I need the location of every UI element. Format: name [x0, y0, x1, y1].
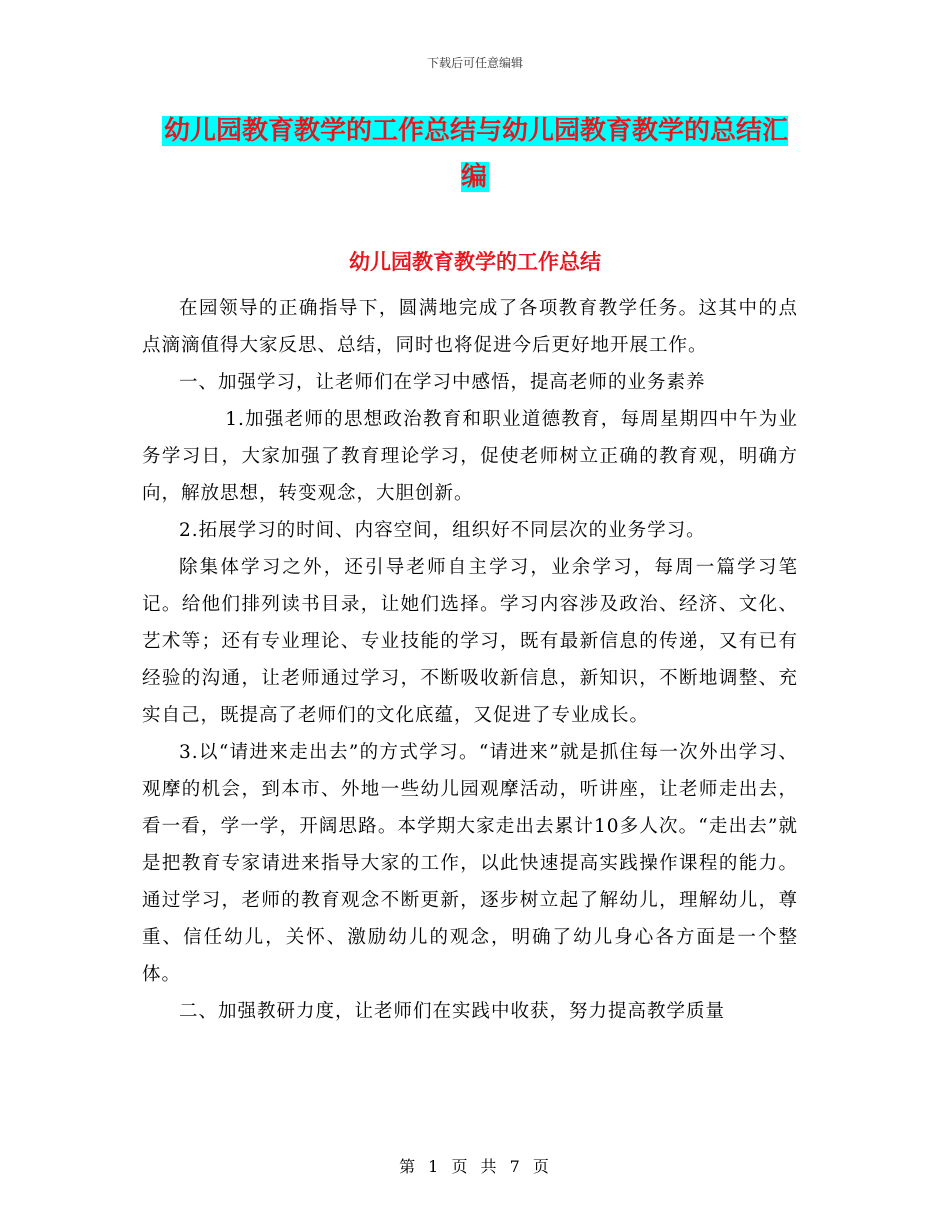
paragraph-item-1: 1.加强老师的思想政治教育和职业道德教育，每周星期四中午为业务学习日，大家加强了教育理论学习，促使老师树立正确的教育观，明确方向，解放思想，转变观念，大胆创新。 [142, 409, 798, 504]
paragraph-intro: 在园领导的正确指导下，圆满地完成了各项教育教学任务。这其中的点点滴滴值得大家反思、总结，同时也将促进今后更好地开展工作。 [142, 298, 798, 356]
document-body [142, 290, 798, 1030]
heading-part-two: 二、加强教研力度，让老师们在实践中收获，努力提高教学质量 [179, 1001, 726, 1022]
paragraph-self-study: 除集体学习之外，还引导老师自主学习，业余学习，每周一篇学习笔记。给他们排列读书目录，让她们选择。学习内容涉及政治、经济、文化、艺术等；还有专业理论、专业技能的学习，既有最新信息的传递，又有已有经验的沟通，让老师通过学习，不断吸收新信息，新知识，不断地调整、充实自己，既提高了老师们的文化底蕴，又促进了专业成长。 [142, 557, 798, 726]
page-number: 第 1 页 共 7 页 [399, 1157, 551, 1176]
document-title-text: 幼儿园教育教学的工作总结与幼儿园教育教学的总结汇编 [163, 116, 788, 192]
header-note: 下载后可任意编辑 [426, 56, 523, 70]
document-title [150, 108, 800, 200]
section-title: 幼儿园教育教学的工作总结 [349, 250, 601, 274]
heading-part-one: 一、加强学习，让老师们在学习中感悟，提高老师的业务素养 [179, 372, 706, 393]
paragraph-item-2: 2.拓展学习的时间、内容空间，组织好不同层次的业务学习。 [179, 520, 706, 541]
paragraph-item-3: 3.以“请进来走出去”的方式学习。“请进来”就是抓住每一次外出学习、观摩的机会，到本市、外地一些幼儿园观摩活动，听讲座，让老师走出去，看一看，学一学，开阔思路。本学期大家走出去累计10多人次。“走出去”就是把教育专家请进来指导大家的工作，以此快速提高实践操作课程的能力。通过学习，老师的教育观念不断更新，逐步树立起了解幼儿，理解幼儿，尊重、信任幼儿，关怀、激励幼儿的观念，明确了幼儿身心各方面是一个整体。 [142, 742, 798, 985]
